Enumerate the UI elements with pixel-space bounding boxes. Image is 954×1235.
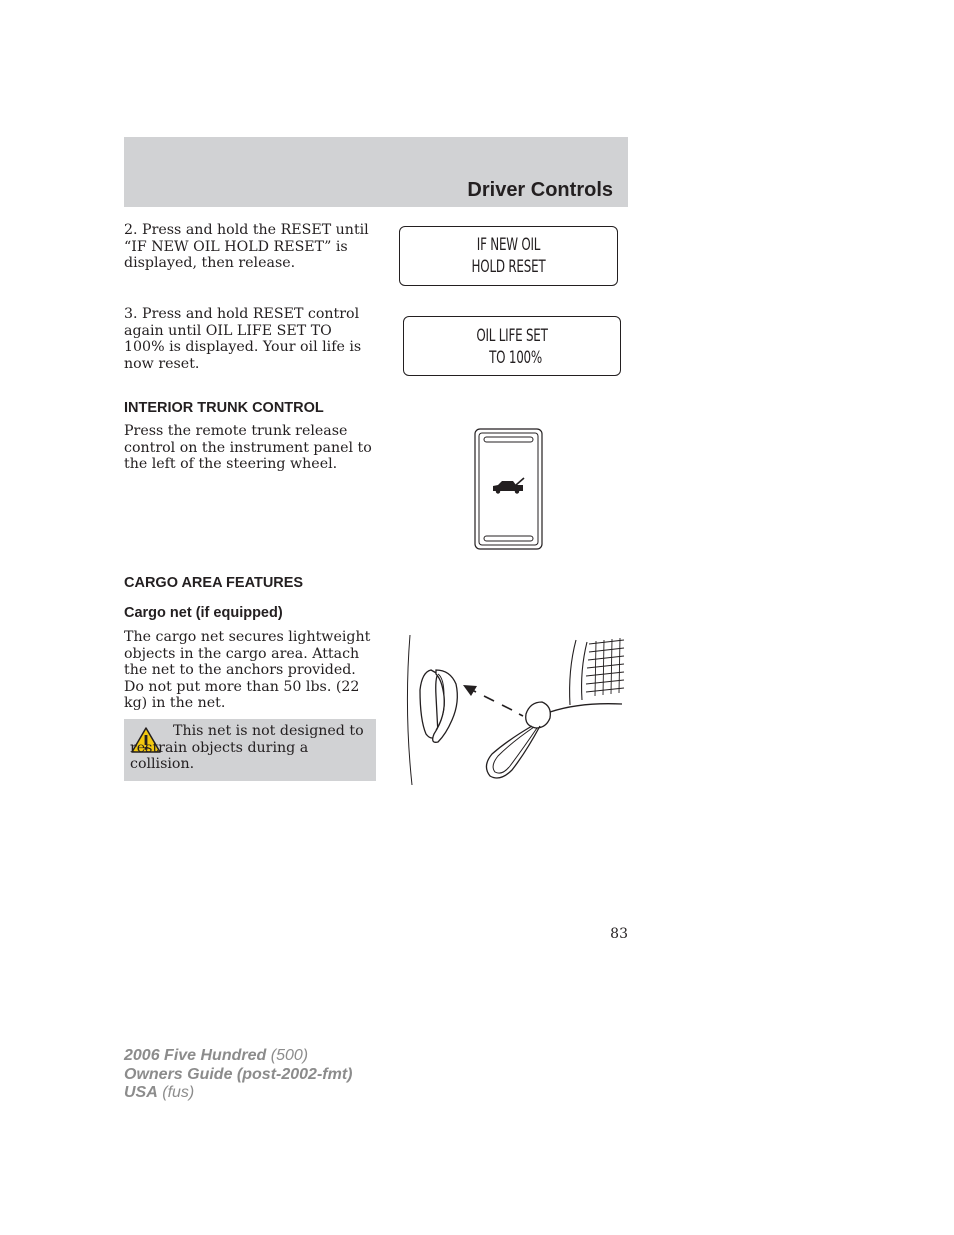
display-line-2: HOLD RESET [471, 257, 546, 277]
footer-line-2: Owners Guide (post-2002-fmt) [124, 1065, 353, 1083]
page-number: 83 [610, 926, 628, 942]
section-title: Driver Controls [467, 179, 613, 201]
cargo-net-subheading: Cargo net (if equipped) [124, 605, 283, 621]
cargo-net-anchor-illustration [400, 630, 628, 790]
footer-line-3: USA (fus) [124, 1084, 195, 1101]
display-line-2: TO 100% [481, 348, 543, 368]
display-line-1: IF NEW OIL [476, 235, 541, 255]
display-line-1: OIL LIFE SET [476, 326, 548, 346]
warning-text: This net is not designed to restrain objects during a collision. [130, 723, 364, 773]
section-header [124, 137, 628, 207]
message-display-if-new-oil [399, 226, 618, 286]
trunk-heading: INTERIOR TRUNK CONTROL [124, 400, 324, 416]
cargo-net-text: The cargo net secures lightweight objects in the cargo area. Attach the net to the anchors provided. Do not put more than 50 lbs. (22 kg) in the net. [124, 629, 371, 712]
warning-box [124, 719, 376, 781]
step-2-text: 2. Press and hold the RESET until “IF NEW OIL HOLD RESET” is displayed, then release. [124, 222, 369, 272]
document-footer [124, 1047, 352, 1103]
step-3-text: 3. Press and hold RESET control again until OIL LIFE SET TO 100% is displayed. Your oil life is now reset. [124, 306, 362, 372]
cargo-heading: CARGO AREA FEATURES [124, 575, 304, 591]
trunk-release-switch [474, 428, 544, 550]
message-display-oil-life-set [403, 316, 621, 376]
footer-line-1: 2006 Five Hundred (500) [124, 1047, 309, 1064]
trunk-text: Press the remote trunk release control on the instrument panel to the left of the steering wheel. [124, 423, 372, 473]
